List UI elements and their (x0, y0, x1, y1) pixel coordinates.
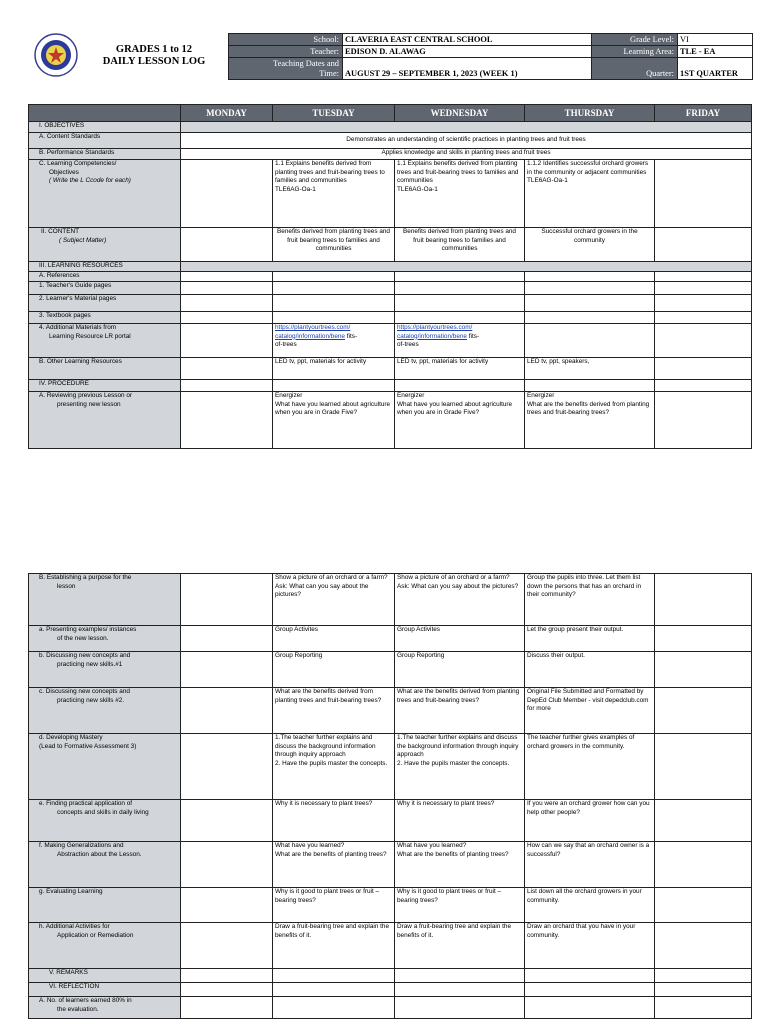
other-resources-thursday: LED tv, ppt, speakers, (525, 358, 655, 380)
title-line-2: DAILY LESSON LOG (102, 56, 206, 67)
examples-label-2: of the new lesson. (57, 634, 109, 642)
additional-activities-row (29, 923, 752, 969)
review-thursday-1: Energizer (527, 392, 555, 399)
evaluating-row (29, 888, 752, 923)
other-resources-monday (181, 358, 273, 380)
generalization-monday (181, 842, 273, 888)
grade-label: Grade Level: (592, 34, 678, 46)
school-value: CLAVERIA EAST CENTRAL SCHOOL (343, 34, 592, 46)
procedure-row (29, 380, 752, 392)
remarks-label: V. REMARKS (29, 969, 181, 983)
examples-wednesday: Group Activites (395, 626, 525, 652)
examples-friday (655, 626, 752, 652)
teacher-label: Teacher: (229, 46, 343, 58)
additional-activities-friday (655, 923, 752, 969)
days-header-row (29, 105, 752, 122)
content-row (29, 228, 752, 262)
objectives-row (29, 122, 752, 133)
grade-value: VI (678, 34, 753, 46)
learners-evaluation-label-2: the evaluation. (57, 1005, 99, 1013)
discuss-2-row (29, 688, 752, 734)
mastery-tuesday: 1.The teacher further explains and discuss the background information through inquiry approach 2. Have the pupils master the concepts. (273, 734, 395, 800)
discuss-1-tuesday: Group Reporting (273, 652, 395, 688)
dates-label-line-1: Teaching Dates and (273, 58, 339, 68)
additional-materials-row (29, 324, 752, 358)
competencies-tuesday-text: 1.1 Explains benefits derived from planting trees and fruit-bearing trees to families and communities (275, 160, 385, 185)
teachers-guide-label: 1. Teacher's Guide pages (29, 282, 181, 295)
examples-thursday: Let the group present their output. (525, 626, 655, 652)
discuss-1-label-1: b. Discussing new concepts and (39, 652, 131, 659)
content-monday (181, 228, 273, 262)
discuss-2-monday (181, 688, 273, 734)
evaluating-friday (655, 888, 752, 923)
additional-activities-thursday: Draw an orchard that you have in your community. (525, 923, 655, 969)
other-resources-friday (655, 358, 752, 380)
competencies-label (29, 160, 181, 228)
procedure-monday (181, 380, 273, 392)
content-label (29, 228, 181, 262)
content-wednesday: Benefits derived from planting trees and fruit bearing trees to families and communities (395, 228, 525, 262)
procedure-friday (655, 380, 752, 392)
textbook-label: 3. Textbook pages (29, 312, 181, 324)
school-label: School: (229, 34, 343, 46)
generalization-thursday: How can we say that an orchard owner is a successful? (525, 842, 655, 888)
other-resources-label: B. Other Learning Resources (29, 358, 181, 380)
subject-matter-label: ( Subject Matter) (59, 236, 107, 244)
generalization-wednesday: What have you learned? What are the benefits of planting trees? (395, 842, 525, 888)
additional-materials-monday (181, 324, 273, 358)
procedure-label: IV. PROCEDURE (29, 380, 181, 392)
purpose-row (29, 574, 752, 626)
review-wednesday-2: What have you learned about agriculture when you are in Grade Five? (397, 400, 513, 417)
additional-materials-tuesday (273, 324, 395, 358)
practical-label (29, 800, 181, 842)
review-label (29, 392, 181, 449)
practical-wednesday: Why it is necessary to plant trees? (395, 800, 525, 842)
content-standards-label: A. Content Standards (29, 133, 181, 149)
review-thursday (525, 392, 655, 449)
reflection-label: VI. REFLECTION (29, 983, 181, 997)
examples-label-1: a. Presenting examples/ instances (39, 626, 137, 633)
mastery-row (29, 734, 752, 800)
review-tuesday-1: Energizer (275, 392, 303, 399)
dates-label (229, 58, 343, 80)
practical-tuesday: Why it is necessary to plant trees? (273, 800, 395, 842)
mastery-wednesday: 1.The teacher further explains and discuss the background information through inquiry approach 2. Have the pupils master the concepts. (395, 734, 525, 800)
examples-row (29, 626, 752, 652)
resource-link-wednesday-3: of-trees (397, 341, 419, 349)
mastery-thursday: The teacher further gives examples of orchard growers in the community. (525, 734, 655, 800)
performance-standards-text: Applies knowledge and skills in planting trees and fruit trees (181, 149, 752, 160)
evaluating-wednesday: Why is it good to plant trees or fruit –bearing trees? (395, 888, 525, 923)
blank-header-cell (29, 105, 181, 122)
lesson-log-table-part-1 (28, 104, 752, 449)
reflection-row (29, 983, 752, 997)
mastery-label (29, 734, 181, 800)
competencies-label-3: ( Write the L Ccode for each) (49, 177, 131, 185)
dates-value: AUGUST 29 – SEPTEMBER 1, 2023 (WEEK 1) (343, 58, 592, 80)
competencies-thursday (525, 160, 655, 228)
additional-materials-friday (655, 324, 752, 358)
review-tuesday-2: What have you learned about agriculture when you are in Grade Five? (275, 400, 391, 417)
mastery-label-1: d. Developing Mastery (39, 734, 103, 741)
practical-monday (181, 800, 273, 842)
area-label: Learning Area: (592, 46, 678, 58)
additional-materials-label-1: 4. Additional Materials from (39, 324, 117, 331)
review-friday (655, 392, 752, 449)
resource-link-tuesday-3: of-trees (275, 341, 297, 349)
discuss-1-friday (655, 652, 752, 688)
teacher-value: EDISON D. ALAWAG (343, 46, 592, 58)
purpose-label (29, 574, 181, 626)
discuss-1-wednesday: Group Reporting (395, 652, 525, 688)
purpose-wednesday: Show a picture of an orchard or a farm? Ask: What can you say about the pictures? (395, 574, 525, 626)
resource-link-tail-tuesday: fits- (345, 332, 358, 340)
discuss-2-label-2: practicing new skills #2. (57, 696, 125, 704)
resource-link-wednesday-2[interactable]: catalog/information/bene (397, 332, 467, 340)
page-title (84, 44, 224, 68)
additional-materials-label (29, 324, 181, 358)
objectives-cell (181, 122, 752, 133)
discuss-2-tuesday: What are the benefits derived from planting trees and fruit-bearing trees? (273, 688, 395, 734)
additional-activities-label-2: Application or Remediation (57, 931, 134, 939)
generalization-row (29, 842, 752, 888)
practical-row (29, 800, 752, 842)
discuss-2-friday (655, 688, 752, 734)
resources-label: III. LEARNING RESOURCES (29, 262, 181, 272)
learners-evaluation-row (29, 997, 752, 1019)
evaluating-thursday: List down all the orchard growers in your community. (525, 888, 655, 923)
lesson-log-table-part-2 (28, 573, 752, 1019)
examples-tuesday: Group Activites (273, 626, 395, 652)
generalization-label-2: Abstraction about the Lesson. (57, 850, 142, 858)
evaluating-tuesday: Why is it good to plant trees or fruit –bearing trees? (273, 888, 395, 923)
discuss-1-label-2: practicing new skills.#1 (57, 660, 123, 668)
header-info-table (228, 33, 753, 80)
practical-label-1: e. Finding practical application of (39, 800, 133, 807)
learners-material-row (29, 295, 752, 312)
review-monday (181, 392, 273, 449)
purpose-friday (655, 574, 752, 626)
references-label: A. References (29, 272, 181, 282)
area-value: TLE - EA (678, 46, 753, 58)
deped-seal (34, 33, 78, 77)
competencies-label-2: Objectives (49, 168, 79, 176)
content-friday (655, 228, 752, 262)
discuss-1-thursday: Discuss their output. (525, 652, 655, 688)
performance-standards-label: B. Performance Standards (29, 149, 181, 160)
evaluating-label: g. Evaluating Learning (29, 888, 181, 923)
discuss-2-thursday: Original File Submitted and Formatted by DepEd Club Member - visit depedclub.com for more (525, 688, 655, 734)
review-label-2: presenting new lesson (57, 400, 121, 408)
practical-friday (655, 800, 752, 842)
day-wednesday: WEDNESDAY (395, 105, 525, 122)
discuss-1-row (29, 652, 752, 688)
additional-activities-label-1: h. Additional Activities for (39, 923, 110, 930)
review-label-1: A. Reviewing previous Lesson or (39, 392, 133, 399)
learners-evaluation-label-1: A. No. of learners earned 80% in (39, 997, 132, 1004)
teachers-guide-row (29, 282, 752, 295)
day-tuesday: TUESDAY (273, 105, 395, 122)
procedure-tuesday (273, 380, 395, 392)
evaluating-monday (181, 888, 273, 923)
purpose-label-1: B. Establishing a purpose for the (39, 574, 132, 581)
quarter-label: Quarter: (592, 58, 678, 80)
competencies-wednesday (395, 160, 525, 228)
discuss-1-label (29, 652, 181, 688)
other-resources-tuesday: LED tv, ppt, materials for activity (273, 358, 395, 380)
purpose-tuesday: Show a picture of an orchard or a farm? Ask: What can you say about the pictures? (273, 574, 395, 626)
other-resources-row (29, 358, 752, 380)
deped-seal-icon (34, 33, 78, 77)
review-tuesday (273, 392, 395, 449)
textbook-row (29, 312, 752, 324)
content-label-1: II. CONTENT (41, 228, 79, 235)
mastery-label-2: (Lead to Formative Assessment 3) (39, 742, 137, 750)
review-wednesday (395, 392, 525, 449)
resource-link-tuesday-1[interactable]: https://plantyourtrees.com/ (275, 324, 351, 331)
generalization-label (29, 842, 181, 888)
other-resources-wednesday: LED tv, ppt, materials for activity (395, 358, 525, 380)
remarks-row (29, 969, 752, 983)
additional-activities-monday (181, 923, 273, 969)
additional-materials-thursday (525, 324, 655, 358)
learners-material-label: 2. Learner's Material pages (29, 295, 181, 312)
references-row (29, 272, 752, 282)
purpose-monday (181, 574, 273, 626)
practical-label-2: concepts and skills in daily living (57, 808, 149, 816)
competencies-friday (655, 160, 752, 228)
quarter-value: 1ST QUARTER (678, 58, 753, 80)
resources-row (29, 262, 752, 272)
discuss-2-label-1: c. Discussing new concepts and (39, 688, 130, 695)
examples-label (29, 626, 181, 652)
competencies-label-1: C. Learning Competencies/ (39, 160, 117, 167)
generalization-friday (655, 842, 752, 888)
additional-materials-label-2: Learning Resource LR portal (49, 332, 131, 340)
practical-thursday: If you were an orchard grower how can you help other people? (525, 800, 655, 842)
generalization-tuesday: What have you learned? What are the benefits of planting trees? (273, 842, 395, 888)
day-friday: FRIDAY (655, 105, 752, 122)
competencies-row (29, 160, 752, 228)
additional-activities-wednesday: Draw a fruit-bearing tree and explain the benefits of it. (395, 923, 525, 969)
content-standards-text: Demonstrates an understanding of scientific practices in planting trees and fruit trees (181, 133, 752, 149)
competencies-thursday-text: 1.1.2 Identifies successful orchard growers in the community or adjacent communities (527, 160, 649, 176)
review-wednesday-1: Energizer (397, 392, 425, 399)
learners-evaluation-label (29, 997, 181, 1019)
review-row (29, 392, 752, 449)
additional-activities-label (29, 923, 181, 969)
competencies-thursday-code: TLE6AG-Oa-1 (527, 177, 568, 185)
procedure-thursday (525, 380, 655, 392)
purpose-label-2: lesson (57, 582, 76, 590)
procedure-wednesday (395, 380, 525, 392)
resource-link-wednesday-1[interactable]: https://plantyourtrees.com/ (397, 324, 473, 331)
examples-monday (181, 626, 273, 652)
resource-link-tuesday-2[interactable]: catalog/information/bene (275, 332, 345, 340)
content-tuesday: Benefits derived from planting trees and fruit bearing trees to families and communities (273, 228, 395, 262)
content-thursday: Successful orchard growers in the community (525, 228, 655, 262)
title-line-1: GRADES 1 to 12 (115, 44, 193, 55)
purpose-thursday: Group the pupils into three. Let them list down the persons that has an orchard in their community? (525, 574, 655, 626)
discuss-2-label (29, 688, 181, 734)
content-standards-row (29, 133, 752, 149)
resources-cell (181, 262, 752, 272)
resource-link-tail-wednesday: fits- (467, 332, 480, 340)
additional-activities-tuesday: Draw a fruit-bearing tree and explain the benefits of it. (273, 923, 395, 969)
review-thursday-2: What are the benefits derived from planting trees and fruit-bearing trees? (527, 400, 650, 417)
competencies-monday (181, 160, 273, 228)
dates-label-line-2: Time: (319, 68, 339, 78)
day-thursday: THURSDAY (525, 105, 655, 122)
mastery-monday (181, 734, 273, 800)
performance-standards-row (29, 149, 752, 160)
discuss-2-wednesday: What are the benefits derived from planting trees and fruit-bearing trees? (395, 688, 525, 734)
competencies-tuesday-code: TLE6AG-Oa-1 (275, 185, 316, 193)
competencies-wednesday-code: TLE6AG-Oa-1 (397, 185, 438, 193)
discuss-1-monday (181, 652, 273, 688)
competencies-tuesday (273, 160, 395, 228)
mastery-friday (655, 734, 752, 800)
day-monday: MONDAY (181, 105, 273, 122)
additional-materials-wednesday (395, 324, 525, 358)
competencies-wednesday-text: 1.1 Explains benefits derived from planting trees and fruit-bearing trees to families and communities (397, 160, 519, 185)
objectives-label: I. OBJECTIVES (29, 122, 181, 133)
generalization-label-1: f. Making Generalizations and (39, 842, 124, 849)
